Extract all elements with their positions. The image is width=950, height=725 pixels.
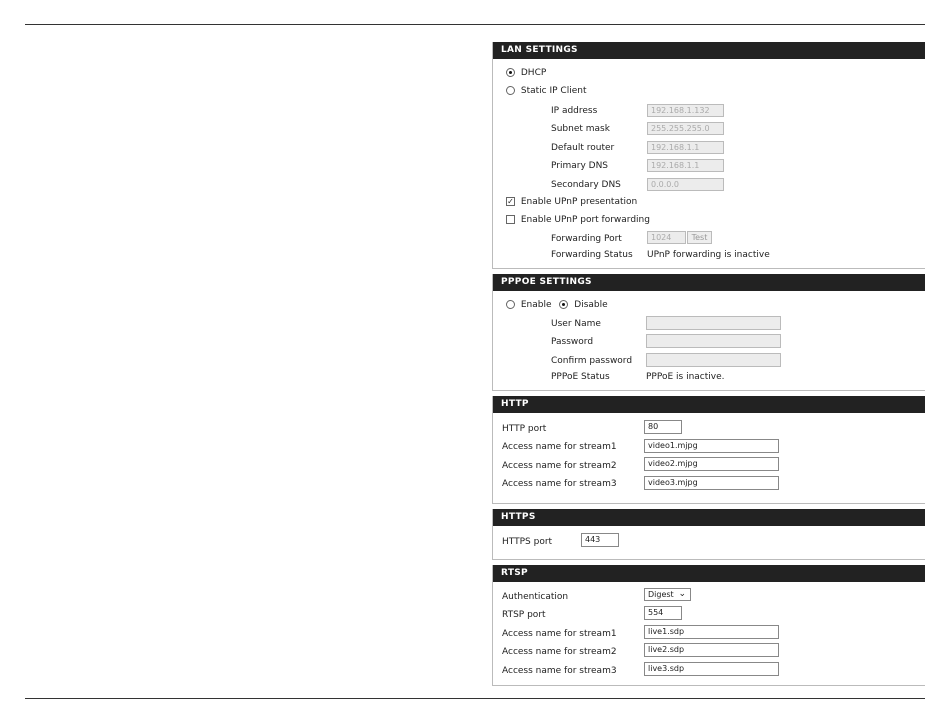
forwarding-status-value: UPnP forwarding is inactive <box>647 250 770 260</box>
secondary-dns-label: Secondary DNS <box>551 180 621 190</box>
forwarding-port-input[interactable]: 1024 <box>647 231 686 244</box>
pppoe-settings-section <box>492 274 925 391</box>
ip-address-label: IP address <box>551 106 598 116</box>
http-port-label: HTTP port <box>502 424 547 434</box>
upnp-presentation-checkbox[interactable]: ✓ <box>507 197 514 206</box>
http-stream1-label: Access name for stream1 <box>502 442 617 452</box>
settings-panel <box>492 42 925 676</box>
http-port-input[interactable]: 80 <box>644 420 682 434</box>
lan-settings-section <box>492 42 925 269</box>
https-section <box>492 509 925 560</box>
ip-address-input[interactable]: 192.168.1.132 <box>647 104 724 117</box>
dhcp-option[interactable] <box>506 68 546 78</box>
forwarding-port-label: Forwarding Port <box>551 234 622 244</box>
dhcp-label: DHCP <box>520 68 547 78</box>
rtsp-port-input[interactable]: 554 <box>644 606 682 620</box>
http-stream3-input[interactable]: video3.mjpg <box>644 476 779 490</box>
pppoe-status-label: PPPoE Status <box>551 372 610 382</box>
pppoe-status-value: PPPoE is inactive. <box>646 372 725 382</box>
subnet-mask-input[interactable]: 255.255.255.0 <box>647 122 724 135</box>
pppoe-disable-label: Disable <box>574 300 608 310</box>
http-stream2-input[interactable]: video2.mjpg <box>644 457 779 471</box>
dhcp-radio[interactable] <box>506 68 515 77</box>
pppoe-enable-radio[interactable] <box>506 300 515 309</box>
pppoe-settings-header: PPPOE SETTINGS <box>493 274 925 291</box>
http-header: HTTP <box>493 396 925 413</box>
pppoe-password-label: Password <box>551 337 594 347</box>
http-stream3-label: Access name for stream3 <box>502 479 617 489</box>
rtsp-header: RTSP <box>493 565 925 582</box>
pppoe-enable-label: Enable <box>520 300 552 310</box>
rtsp-stream1-input[interactable]: live1.sdp <box>644 625 779 639</box>
pppoe-confirm-password-input[interactable] <box>646 353 781 367</box>
default-router-input[interactable]: 192.168.1.1 <box>647 141 724 154</box>
pppoe-enable-option[interactable] <box>506 300 608 310</box>
static-ip-option[interactable] <box>506 86 586 96</box>
rtsp-authentication-select[interactable] <box>644 588 691 601</box>
http-section <box>492 396 925 504</box>
rtsp-authentication-label: Authentication <box>502 592 569 602</box>
subnet-mask-label: Subnet mask <box>551 124 610 134</box>
test-button[interactable]: Test <box>687 231 712 244</box>
upnp-forwarding-option[interactable] <box>506 215 650 225</box>
forwarding-status-label: Forwarding Status <box>551 250 633 260</box>
upnp-forwarding-checkbox[interactable] <box>506 215 515 224</box>
rtsp-stream1-label: Access name for stream1 <box>502 629 617 639</box>
rtsp-stream3-input[interactable]: live3.sdp <box>644 662 779 676</box>
rtsp-section <box>492 565 925 686</box>
pppoe-password-input[interactable] <box>646 334 781 348</box>
lan-settings-header: LAN SETTINGS <box>493 42 925 59</box>
pppoe-disable-radio[interactable] <box>559 300 568 309</box>
rtsp-stream3-label: Access name for stream3 <box>502 666 617 676</box>
primary-dns-input[interactable]: 192.168.1.1 <box>647 159 724 172</box>
rtsp-authentication-value: Digest <box>648 590 674 599</box>
https-header: HTTPS <box>493 509 925 526</box>
http-stream2-label: Access name for stream2 <box>502 461 617 471</box>
static-ip-label: Static IP Client <box>520 86 587 96</box>
primary-dns-label: Primary DNS <box>551 161 609 171</box>
https-port-input[interactable]: 443 <box>581 533 619 547</box>
rtsp-stream2-label: Access name for stream2 <box>502 647 617 657</box>
pppoe-username-label: User Name <box>551 319 601 329</box>
http-stream1-input[interactable]: video1.mjpg <box>644 439 779 453</box>
top-rule <box>25 24 925 25</box>
default-router-label: Default router <box>551 143 615 153</box>
rtsp-stream2-input[interactable]: live2.sdp <box>644 643 779 657</box>
pppoe-confirm-password-label: Confirm password <box>551 356 633 366</box>
secondary-dns-input[interactable]: 0.0.0.0 <box>647 178 724 191</box>
upnp-forwarding-label: Enable UPnP port forwarding <box>520 215 650 225</box>
pppoe-username-input[interactable] <box>646 316 781 330</box>
static-ip-radio[interactable] <box>506 86 515 95</box>
bottom-rule <box>25 698 925 699</box>
chevron-down-icon: ⌄ <box>678 589 686 599</box>
upnp-presentation-label: Enable UPnP presentation <box>520 197 638 207</box>
https-port-label: HTTPS port <box>502 537 553 547</box>
rtsp-port-label: RTSP port <box>502 610 546 620</box>
upnp-presentation-option[interactable] <box>506 197 637 207</box>
